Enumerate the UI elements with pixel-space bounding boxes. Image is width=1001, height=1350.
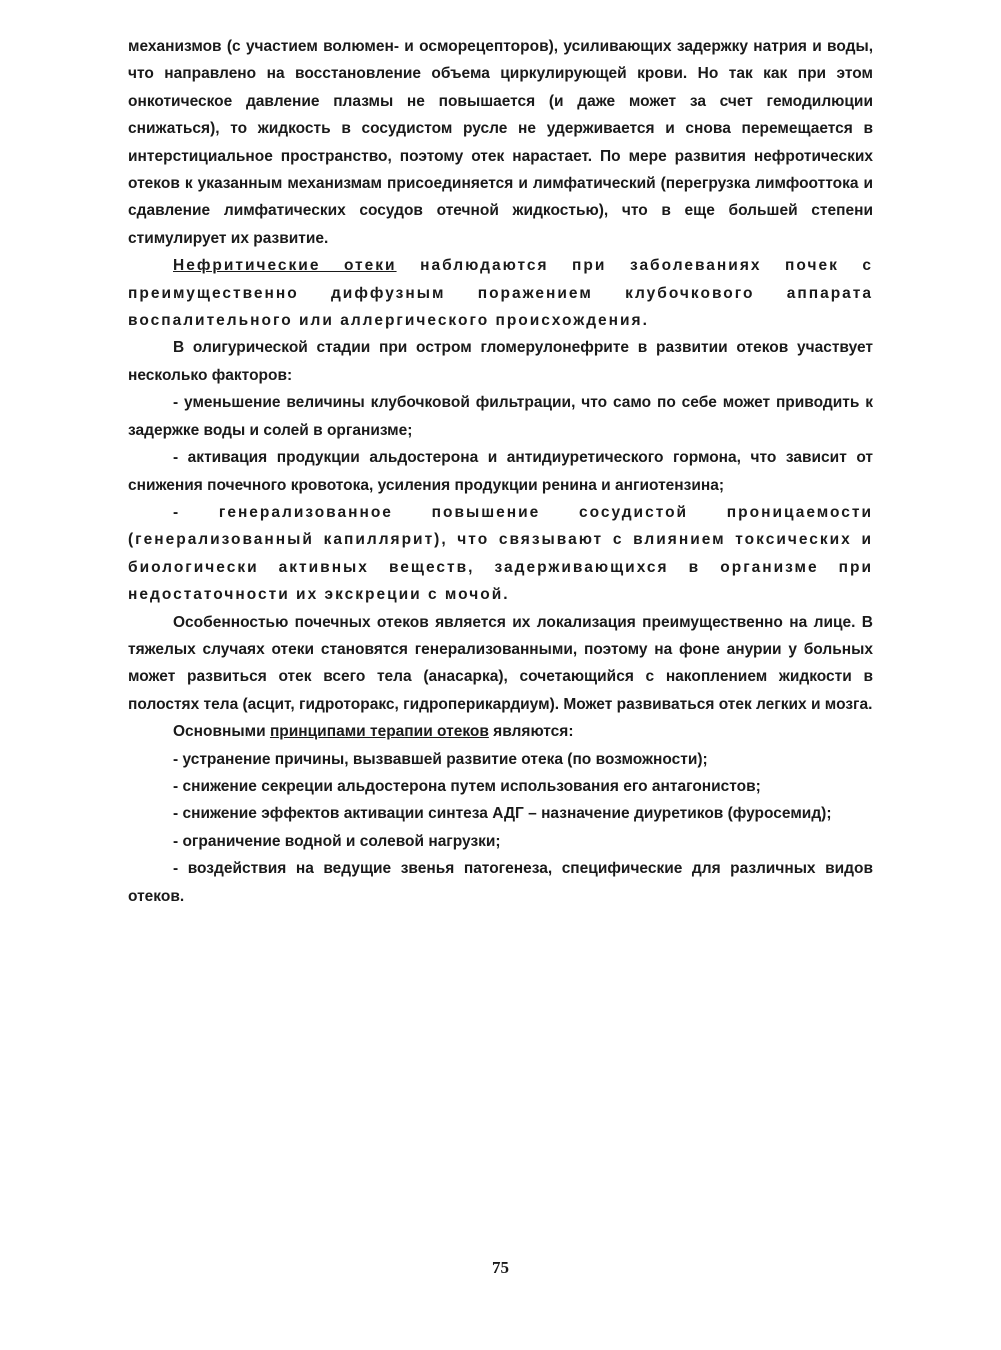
list-item-filtration: - уменьшение величины клубочковой фильтрации, что само по себе может приводить к задержке воды и солей в организме; [128, 394, 873, 439]
paragraph-localization: Особенностью почечных отеков является их локализация преимущественно на лице. В тяжелых случаях отеки становятся генерализованными, поэтому на фоне анурии у больных может развиться отек всего тела (анасарка), сочетающийся с накоплением жидкости в полостях тела (асцит, гидроторакс, гидроперикардиум). Может развиваться отек легких и мозга. [128, 613, 873, 713]
paragraph-nephrotic-mechanisms: механизмов (с участием волюмен- и осморецепторов), усиливающих задержку натрия и воды, что направлено на восстановление объема циркулирующей крови. Но так как при этом онкотическое давление плазмы не повышается (и даже может за счет гемодилюции снижаться), то жидкость в сосудистом русле не удерживается и снова перемещается в интерстициальное пространство, поэтому отек нарастает. По мере развития нефротических отеков к указанным механизмам присоединяется и лимфатический (перегрузка лимфооттока и сдавление лимфатических сосудов отечной жидкостью), что в еще большей степени стимулирует их развитие. [128, 38, 873, 247]
list-item-aldosterone: - активация продукции альдостерона и антидиуретического гормона, что зависит от снижения почечного кровотока, усиления продукции ренина и ангиотензина; [128, 449, 873, 494]
paragraph-nephritic-edema-text: наблюдаются при заболеваниях почек с преимущественно диффузным поражением клубочкового аппарата воспалительного или аллергического происхождения. [128, 257, 873, 330]
list-item-pathogenesis: - воздействия на ведущие звенья патогенеза, специфические для различных видов отеков. [128, 860, 873, 905]
therapy-intro-b: являются: [488, 723, 574, 741]
list-item-water-salt: - ограничение водной и солевой нагрузки; [173, 832, 501, 850]
paragraph-therapy-principles [128, 718, 873, 745]
therapy-intro-a: Основными [173, 723, 270, 741]
list-item-aldosterone-secretion: - снижение секреции альдостерона путем использования его антагонистов; [173, 777, 761, 795]
term-nephritic-edema: Нефритические отеки [173, 257, 397, 275]
term-therapy-principles: принципами терапии отеков [269, 723, 489, 741]
list-item-permeability: - генерализованное повышение сосудистой проницаемости (генерализованный капиллярит), что связывают с влиянием токсических и биологически активных веществ, задерживающихся в организме при недостаточности их экскреции с мочой. [128, 503, 873, 604]
paragraph-oliguric-stage: В олигурической стадии при остром гломерулонефрите в развитии отеков участвует несколько факторов: [128, 339, 873, 384]
paragraph-nephritic-edema [128, 252, 873, 334]
list-item-remove-cause: - устранение причины, вызвавшей развитие отека (по возможности); [173, 750, 708, 768]
body-text [128, 33, 873, 910]
list-item-adh-diuretics: - снижение эффектов активации синтеза АДГ – назначение диуретиков (фуросемид); [173, 805, 832, 823]
page-number: 75 [492, 1258, 509, 1277]
